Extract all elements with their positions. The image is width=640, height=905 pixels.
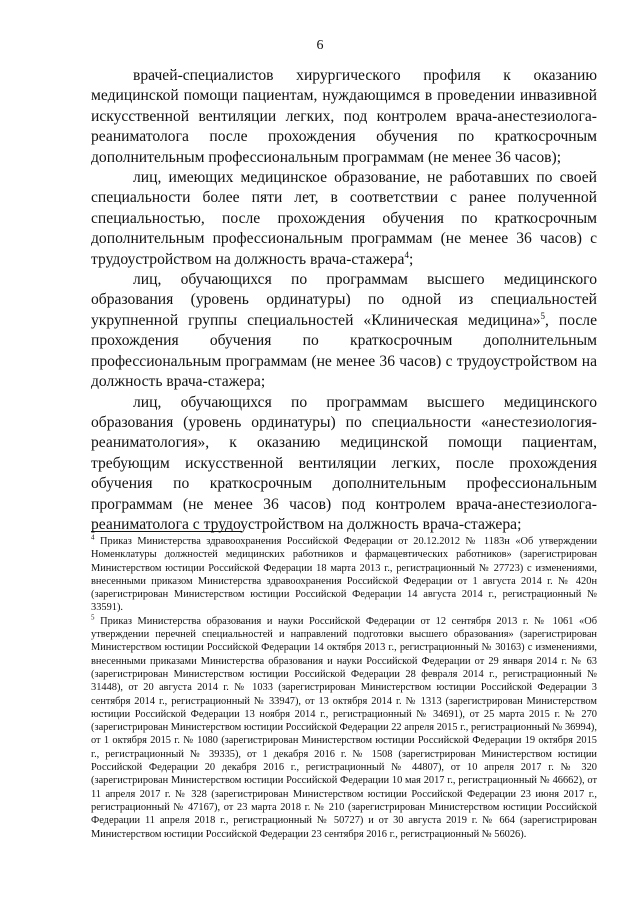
footnote-marker: 5 — [91, 613, 95, 622]
paragraph-text: лиц, обучающихся по программам высшего медицинского образования (уровень ординатуры) по одной из специальностей укрупненной группы специальностей «Клиническая медицина» — [91, 271, 597, 329]
paragraph-text: лиц, обучающихся по программам высшего медицинского образования (уровень ординатуры) по специальности «анестезиология-реаниматология», к оказанию медицинской помощи пациентам, требующим искусственной вентиляции легких, после прохождения обучения по краткосрочным дополнительным профессиональным программам (не менее 36 часов) под контролем врача-анестезиолога-реаниматолога с трудоустройством на должность врача-стажера; — [91, 393, 597, 533]
footnote-text: Приказ Министерства здравоохранения Российской Федерации от 20.12.2012 № 1183н «Об утверждении Номенклатуры должностей медицинских работников и фармацевтических работников» (зарегистрирован Министерством юстиции Российской Федерации 18 марта 2013 г., регистрационный № 27723) с изменениями, внесенными приказом Министерства здравоохранения Российской Федерации от 1 августа 2014 г. № 420н (зарегистрирован Министерством юстиции Российской Федерации 14 августа 2014 г., регистрационный № 33591). — [91, 536, 597, 614]
footnotes — [91, 535, 597, 841]
document-body — [91, 66, 597, 535]
footnote-separator — [91, 531, 242, 532]
paragraph — [91, 270, 597, 392]
footnote-marker: 4 — [91, 533, 95, 542]
paragraph — [91, 393, 597, 536]
footnote-ref[interactable]: 5 — [540, 310, 545, 321]
paragraph-tail: ; — [408, 250, 414, 268]
paragraph-text: врачей-специалистов хирургического профиля к оказанию медицинской помощи пациентам, нуждающимся в проведении инвазивной искусственной вентиляции легких, под контролем врача-анестезиолога-реаниматолога после прохождения обучения по краткосрочным дополнительным профессиональным программам (не менее 36 часов); — [91, 67, 597, 166]
paragraph-tail: , после прохождения обучения по краткосрочным дополнительным профессиональным программам (не менее 36 часов) с трудоустройством на должность врача-стажера; — [91, 311, 598, 391]
footnote — [91, 535, 597, 615]
paragraph — [91, 66, 597, 168]
footnote-ref[interactable]: 4 — [404, 249, 409, 260]
paragraph-text: лиц, имеющих медицинское образование, не работавших по своей специальности более пяти лет, в соответствии с ранее полученной специальностью, после прохождения обучения по краткосрочным дополнительным профессиональным программам (не менее 36 часов) с трудоустройством на должность врача-стажера — [91, 169, 597, 268]
footnote — [91, 615, 597, 841]
page-number: 6 — [316, 38, 324, 53]
footnote-text: Приказ Министерства образования и науки Российской Федерации от 12 сентября 2013 г. № 1061 «Об утверждении перечней специальностей и направлений подготовки высшего образования» (зарегистрирован Министерством юстиции Российской Федерации 14 октября 2013 г., регистрационный № 30163) с изменениями, внесенными приказами Министерства образования и науки Российской Федерации от 29 января 2014 г. № 63 (зарегистрирован Министерством юстиции Российской Федерации 28 февраля 2014 г., регистрационный № 31448), от 20 августа 2014 г. № 1033 (зарегистрирован Министерством юстиции Российской Федерации 3 сентября 2014 г., регистрационный № 33947), от 13 октября 2014 г. № 1313 (зарегистрирован Министерством юстиции Российской Федерации 13 ноября 2014 г., регистрационный № 34691), от 25 марта 2015 г. № 270 (зарегистрирован Министерством юстиции Российской Федерации 22 апреля 2015 г., регистрационный № 36994), от 1 октября 2015 г. № 1080 (зарегистрирован Министерством юстиции Российской Федерации 19 октября 2015 г., регистрационный № 39335), от 1 декабря 2016 г. № 1508 (зарегистрирован Министерством юстиции Российской Федерации 20 декабря 2016 г., регистрационный № 44807), от 10 апреля 2017 г. № 320 (зарегистрирован Министерством юстиции Российской Федерации 10 мая 2017 г., регистрационный № 46662), от 11 апреля 2017 г. № 328 (зарегистрирован Министерством юстиции Российской Федерации 23 июня 2017 г., регистрационный № 47167), от 23 марта 2018 г. № 210 (зарегистрирован Министерством юстиции Российской Федерации 11 апреля 2018 г., регистрационный № 50727) и от 30 августа 2019 г. № 664 (зарегистрирован Министерством юстиции Российской Федерации 23 сентября 2016 г., регистрационный № 56026). — [91, 615, 597, 840]
paragraph — [91, 168, 597, 270]
